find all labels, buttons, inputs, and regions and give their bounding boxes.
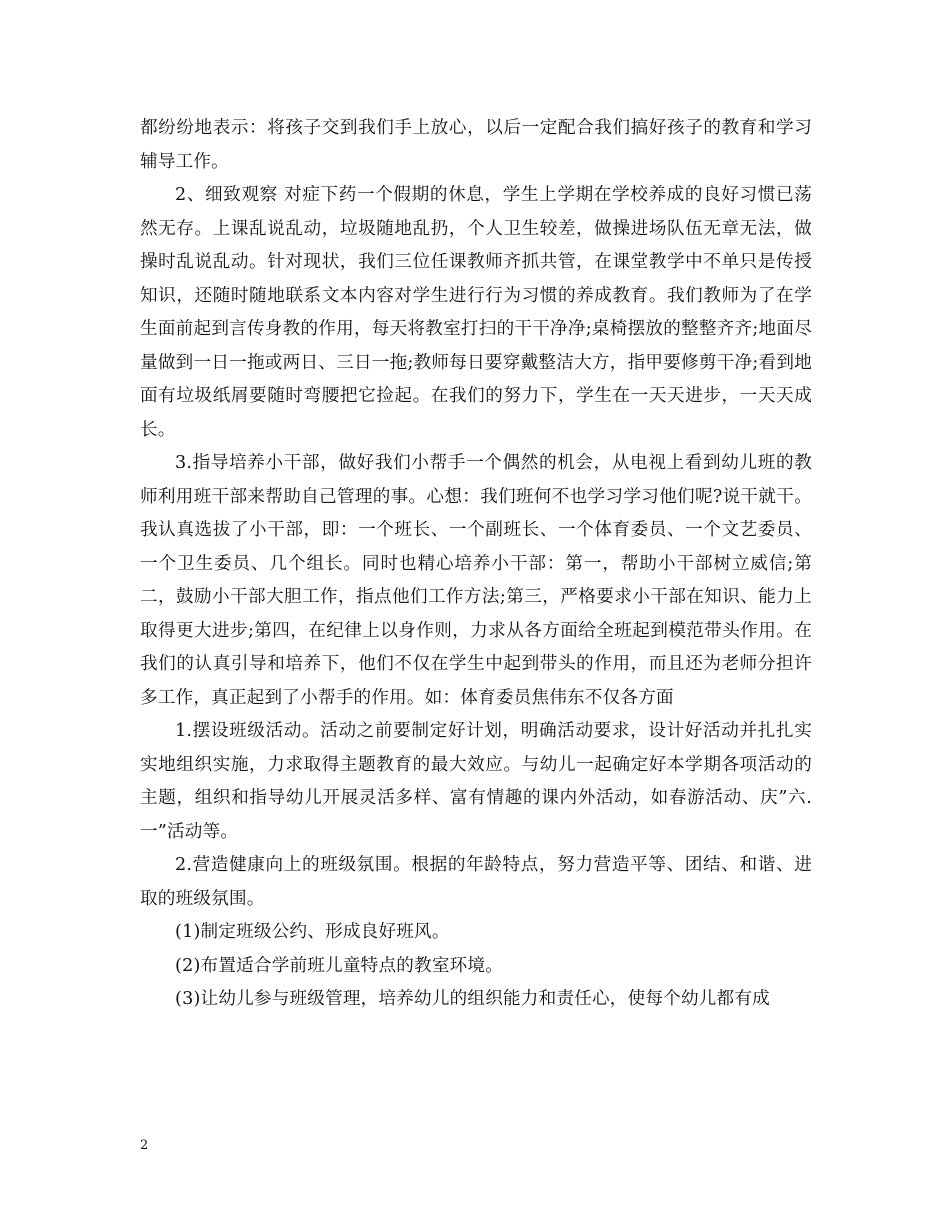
paragraph-2: 2、细致观察 对症下药一个假期的休息，学生上学期在学校养成的良好习惯已荡然无存。上课乱说乱动，垃圾随地乱扔，个人卫生较差，做操进场队伍无章无法，做操时乱说乱动。针对现状，我们三位任课教师齐抓共管，在课堂教学中不单只是传授知识，还随时随地联系文本内容对学生进行行为习惯的养成教育。我们教师为了在学生面前起到言传身教的作用，每天将教室打扫的干干净净;桌椅摆放的整整齐齐;地面尽量做到一日一拖或两日、三日一拖;教师每日要穿戴整洁大方，指甲要修剪干净;看到地面有垃圾纸屑要随时弯腰把它捡起。在我们的努力下，学生在一天天进步，一天天成长。: [140, 185, 812, 440]
paragraph-3: 3.指导培养小干部，做好我们小帮手一个偶然的机会，从电视上看到幼儿班的教师利用班干部来帮助自己管理的事。心想：我们班何不也学习学习他们呢?说干就干。我认真选拔了小干部，即：一个班长、一个副班长、一个体育委员、一个文艺委员、一个卫生委员、几个组长。同时也精心培养小干部：第一，帮助小干部树立威信;第二，鼓励小干部大胆工作，指点他们工作方法;第三，严格要求小干部在知识、能力上取得更大进步;第四，在纪律上以身作则，力求从各方面给全班起到模范带头作用。在我们的认真引导和培养下，他们不仅在学生中起到带头的作用，而且还为老师分担许多工作，真正起到了小帮手的作用。如：体育委员焦伟东不仅各方面: [140, 453, 812, 708]
paragraph-7: (2)布置适合学前班儿童特点的教室环境。: [175, 955, 504, 976]
paragraph-5: 2.营造健康向上的班级氛围。根据的年龄特点，努力营造平等、团结、和谐、进取的班级氛围。: [140, 855, 812, 909]
page-number: 2: [140, 1138, 149, 1153]
paragraph-6: (1)制定班级公约、形成良好班风。: [175, 922, 450, 942]
paragraph-8: (3)让幼儿参与班级管理，培养幼儿的组织能力和责任心，使每个幼儿都有成: [175, 989, 770, 1009]
document-body: [140, 112, 812, 1017]
paragraph-4: 1.摆设班级活动。活动之前要制定好计划，明确活动要求，设计好活动并扎扎实实地组织实施，力求取得主题教育的最大效应。与幼儿一起确定好本学期各项活动的主题，组织和指导幼儿开展灵活多样、富有情趣的课内外活动，如春游活动、庆”六.一”活动等。: [140, 721, 812, 842]
paragraph-1: 都纷纷地表示：将孩子交到我们手上放心，以后一定配合我们搞好孩子的教育和学习辅导工作。: [140, 118, 812, 172]
